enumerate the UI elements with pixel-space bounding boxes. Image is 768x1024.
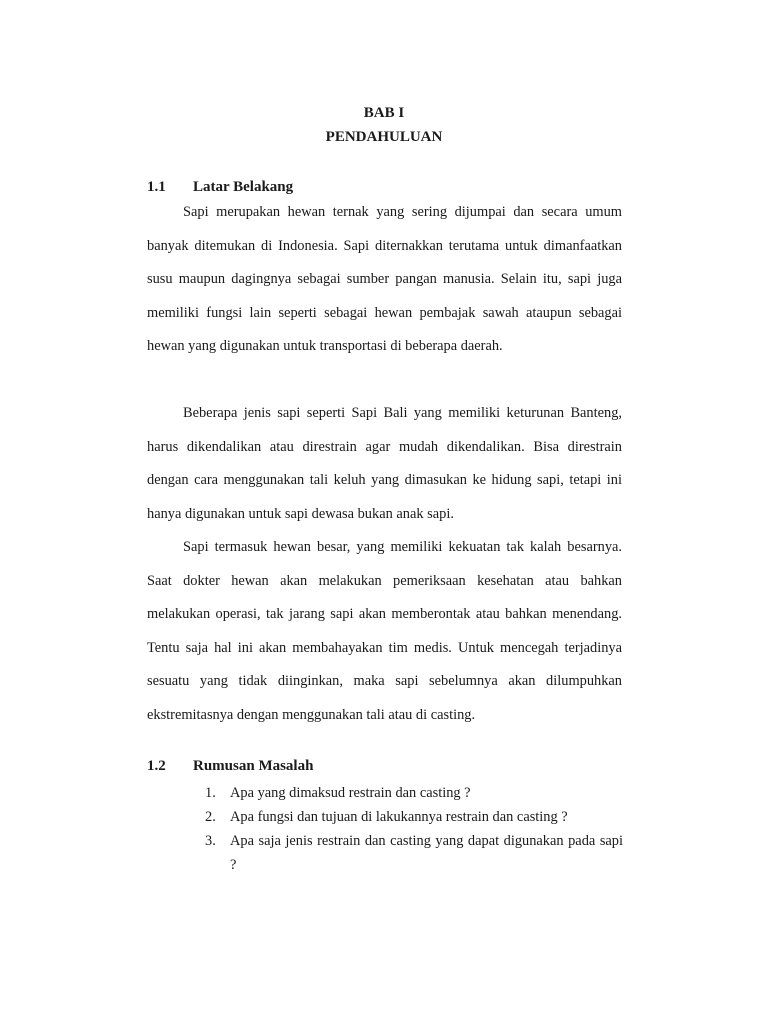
problem-list — [205, 781, 623, 877]
list-item — [205, 781, 623, 805]
section-number: 1.1 — [147, 179, 166, 195]
list-item — [205, 805, 623, 829]
section-title: Latar Belakang — [193, 179, 294, 195]
list-item-text: Apa saja jenis restrain dan casting yang dapat digunakan pada sapi ? — [230, 833, 623, 873]
list-item — [205, 829, 623, 877]
section-number: 1.2 — [147, 758, 166, 774]
section-title: Rumusan Masalah — [193, 758, 314, 774]
list-marker: 2. — [205, 809, 216, 825]
paragraph: Beberapa jenis sapi seperti Sapi Bali yang memiliki keturunan Banteng, harus dikendalikan atau direstrain agar mudah dikendalikan. Bisa direstrain dengan cara menggunakan tali keluh yang dimasukan ke hidung sapi, tetapi ini hanya digunakan untuk sapi dewasa bukan anak sapi. — [147, 405, 622, 522]
section-heading-rumusan-masalah — [147, 757, 313, 775]
list-item-text: Apa fungsi dan tujuan di lakukannya restrain dan casting ? — [230, 809, 568, 825]
list-item-text: Apa yang dimaksud restrain dan casting ? — [230, 785, 471, 801]
list-marker: 1. — [205, 785, 216, 801]
section-heading-latar-belakang — [147, 178, 293, 196]
chapter-title: PENDAHULUAN — [325, 129, 443, 145]
chapter-number: BAB I — [363, 105, 405, 121]
paragraph: Sapi merupakan hewan ternak yang sering dijumpai dan secara umum banyak ditemukan di Indonesia. Sapi diternakkan terutama untuk dimanfaatkan susu maupun dagingnya sebagai sumber pangan manusia. Selain itu, sapi juga memiliki fungsi lain seperti sebagai hewan pembajak sawah ataupun sebagai hewan yang digunakan untuk transportasi di beberapa daerah. — [147, 204, 622, 354]
paragraph: Sapi termasuk hewan besar, yang memiliki kekuatan tak kalah besarnya. Saat dokter hewan akan melakukan pemeriksaan kesehatan atau bahkan melakukan operasi, tak jarang sapi akan memberontak atau bahkan menendang. Tentu saja hal ini akan membahayakan tim medis. Untuk mencegah terjadinya sesuatu yang tidak diinginkan, maka sapi sebelumnya akan dilumpuhkan ekstremitasnya dengan menggunakan tali atau di casting. — [147, 539, 622, 723]
list-marker: 3. — [205, 833, 216, 849]
